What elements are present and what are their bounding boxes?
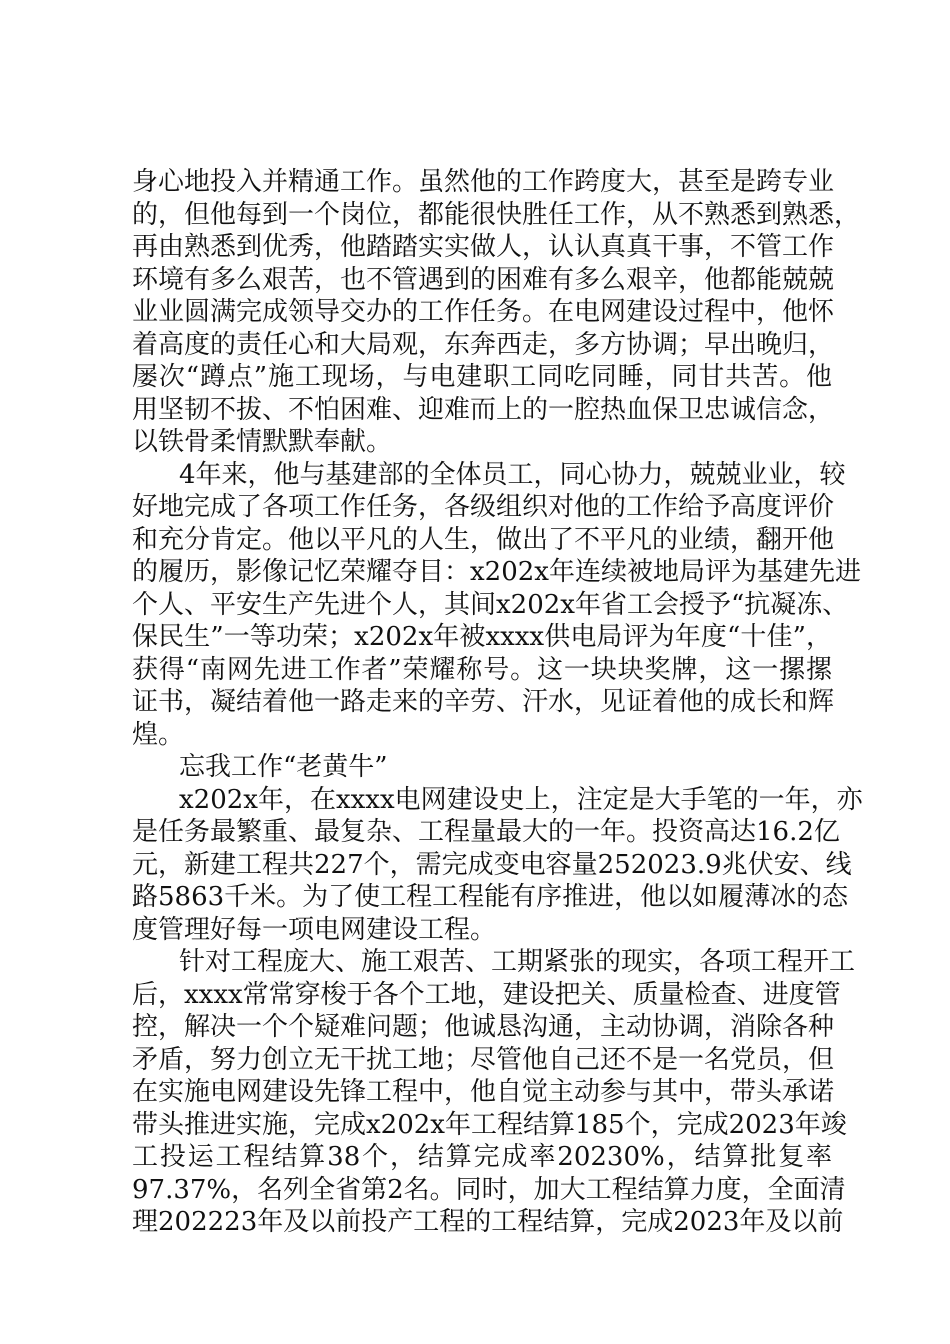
text-line: 带头推进实施，完成x202x年工程结算185个，完成2023年竣 — [132, 1109, 847, 1140]
text-line: 针对工程庞大、施工艰苦、工期紧张的现实，各项工程开工 — [179, 947, 856, 977]
text-line: 路5863千米。为了使工程工程能有序推进，他以如履薄冰的态 — [132, 882, 849, 912]
text-line: 个人、平安生产先进个人，其间x202x年省工会授予“抗凝冻、 — [132, 589, 849, 620]
paragraph-dedication — [132, 166, 861, 459]
text-line: 环境有多么艰苦，也不管遇到的困难有多么艰辛，他都能兢兢 — [132, 264, 835, 295]
text-line: 在实施电网建设先锋工程中，他自觉主动参与其中，带头承诺 — [132, 1077, 835, 1107]
text-line: 后，xxxx常常穿梭于各个工地，建设把关、质量检查、进度管 — [132, 979, 841, 1010]
text-line: 是任务最繁重、最复杂、工程量最大的一年。投资高达16.2亿 — [132, 817, 840, 847]
paragraph-honors — [132, 459, 861, 752]
text-line: 业业圆满完成领导交办的工作任务。在电网建设过程中，他怀 — [132, 297, 835, 327]
text-line: 证书，凝结着他一路走来的辛劳、汗水，见证着他的成长和辉 — [132, 687, 835, 717]
text-line: 和充分肯定。他以平凡的人生，做出了不平凡的业绩，翻开他 — [132, 524, 835, 555]
section-heading — [132, 751, 832, 784]
section-title: 忘我工作“老黄牛” — [179, 752, 388, 782]
text-line: 好地完成了各项工作任务，各级组织对他的工作给予高度评价 — [132, 492, 835, 522]
text-line: 着高度的责任心和大局观，东奔西走，多方协调；早出晚归， — [132, 329, 835, 360]
text-line: 控，解决一个个疑难问题；他诚恳沟通，主动协调，消除各种 — [132, 1012, 835, 1042]
text-line: 元，新建工程共227个，需完成变电容量252023.9兆伏安、线 — [132, 849, 852, 880]
text-line: 获得“南网先进工作者”荣耀称号。这一块块奖牌，这一摞摞 — [132, 654, 832, 685]
text-line: 工投运工程结算38个，结算完成率20230%，结算批复率 — [132, 1142, 832, 1172]
text-line: 再由熟悉到优秀，他踏踏实实做人，认认真真干事，不管工作 — [132, 232, 835, 262]
paragraph-investment — [132, 784, 863, 947]
text-line: 以铁骨柔情默默奉献。 — [132, 427, 393, 457]
text-line: 矛盾，努力创立无干扰工地；尽管他自己还不是一名党员，但 — [132, 1044, 835, 1075]
text-line: 身心地投入并精通工作。虽然他的工作跨度大，甚至是跨专业 — [132, 167, 835, 197]
text-line: x202x年，在xxxx电网建设史上，注定是大手笔的一年，亦 — [179, 784, 863, 815]
text-line: 煌。 — [132, 719, 185, 750]
text-line: 用坚韧不拔、不怕困难、迎难而上的一腔热血保卫忠诚信念， — [132, 394, 835, 425]
text-line: 屡次“蹲点”施工现场，与电建职工同吃同睡，同甘共苦。他 — [132, 362, 832, 392]
text-line: 的履历，影像记忆荣耀夺目：x202x年连续被地局评为基建先进 — [132, 557, 861, 587]
paragraph-settlement — [132, 946, 856, 1239]
text-line: 97.37%，名列全省第2名。同时，加大工程结算力度，全面清 — [132, 1174, 846, 1205]
text-line: 理202223年及以前投产工程的工程结算，完成2023年及以前 — [132, 1207, 844, 1237]
text-line: 度管理好每一项电网建设工程。 — [132, 914, 497, 945]
document-body — [132, 166, 863, 1239]
text-line: 4年来，他与基建部的全体员工，同心协力，兢兢业业，较 — [179, 459, 846, 490]
text-line: 保民生”一等功荣；x202x年被xxxx供电局评为年度“十佳”， — [132, 622, 832, 652]
text-line: 的，但他每到一个岗位，都能很快胜任工作，从不熟悉到熟悉， — [132, 199, 861, 230]
